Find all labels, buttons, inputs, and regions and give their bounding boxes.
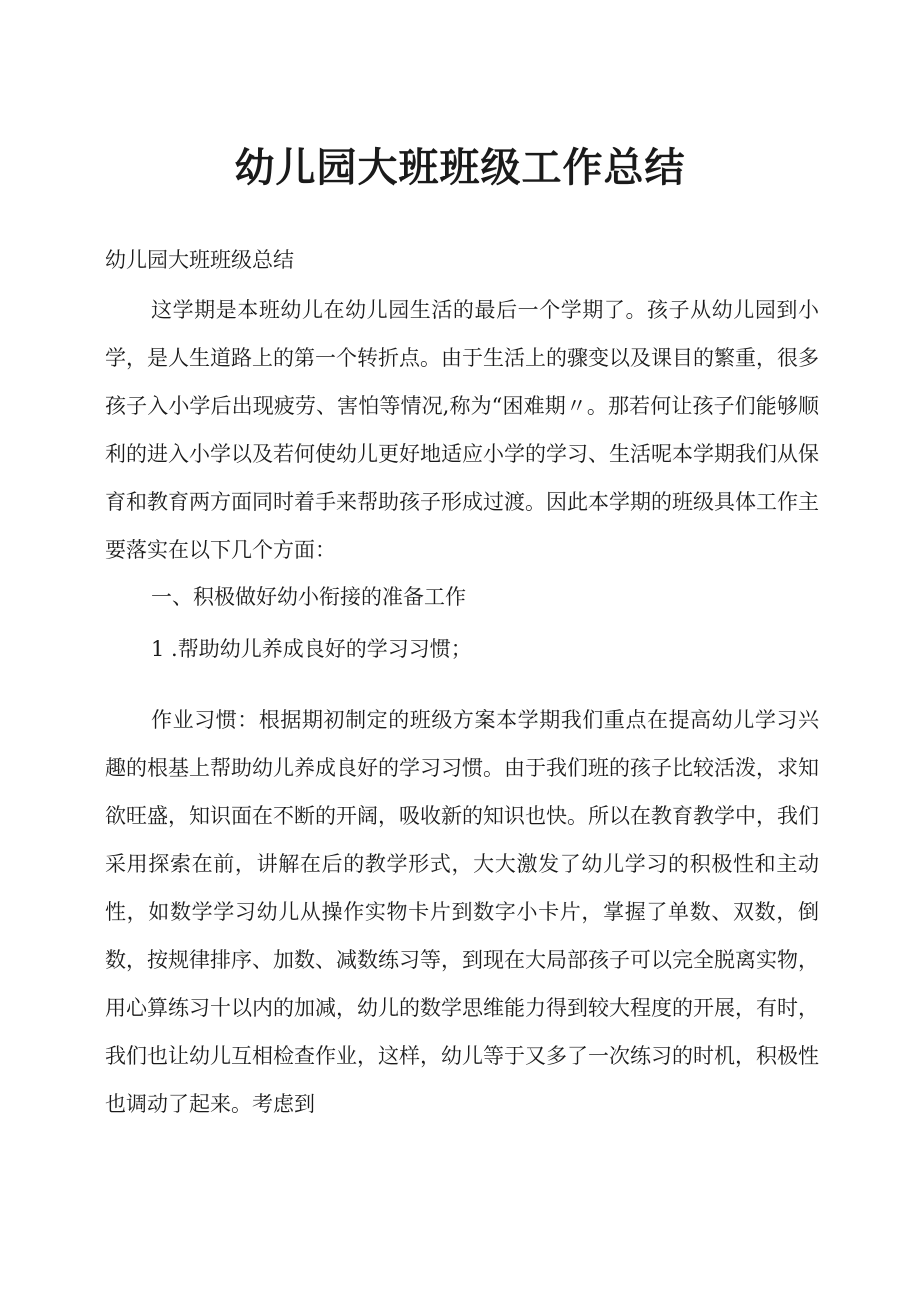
document-title: 幼儿园大班班级工作总结 — [234, 145, 686, 191]
paragraph-homework-habits: 作业习惯：根据期初制定的班级方案本学期我们重点在提高幼儿学习兴趣的根基上帮助幼儿养成良好的学习习惯。由于我们班的孩子比较活泼，求知欲旺盛，知识面在不断的开阔，吸收新的知识也快。所以在教育教学中，我们采用探索在前，讲解在后的教学形式，大大激发了幼儿学习的积极性和主动性，如数学学习幼儿从操作实物卡片到数字小卡片，掌握了单数、双数，倒数，按规律排序、加数、减数练习等，到现在大局部孩子可以完全脱离实物，用心算练习十以内的加减，幼儿的数学思维能力得到较大程度的开展，有时，我们也让幼儿互相检查作业，这样，幼儿等于又多了一次练习的时机，积极性也调动了起来。考虑到 — [105, 708, 819, 1116]
section-heading-1: 一、积极做好幼小衔接的准备工作 — [151, 585, 466, 609]
subsection-heading-1: 1 .帮助幼儿养成良好的学习习惯； — [151, 637, 472, 661]
document-subtitle: 幼儿园大班班级总结 — [105, 248, 294, 272]
paragraph-intro: 这学期是本班幼儿在幼儿园生活的最后一个学期了。孩子从幼儿园到小学，是人生道路上的第一个转折点。由于生活上的骤变以及课目的繁重，很多孩子入小学后出现疲劳、害怕等情况,称为“困难期〃。那若何让孩子们能够顺利的进入小学以及若何使幼儿更好地适应小学的学习、生活呢本学期我们从保育和教育两方面同时着手来帮助孩子形成过渡。因此本学期的班级具体工作主要落实在以下几个方面： — [105, 298, 819, 562]
